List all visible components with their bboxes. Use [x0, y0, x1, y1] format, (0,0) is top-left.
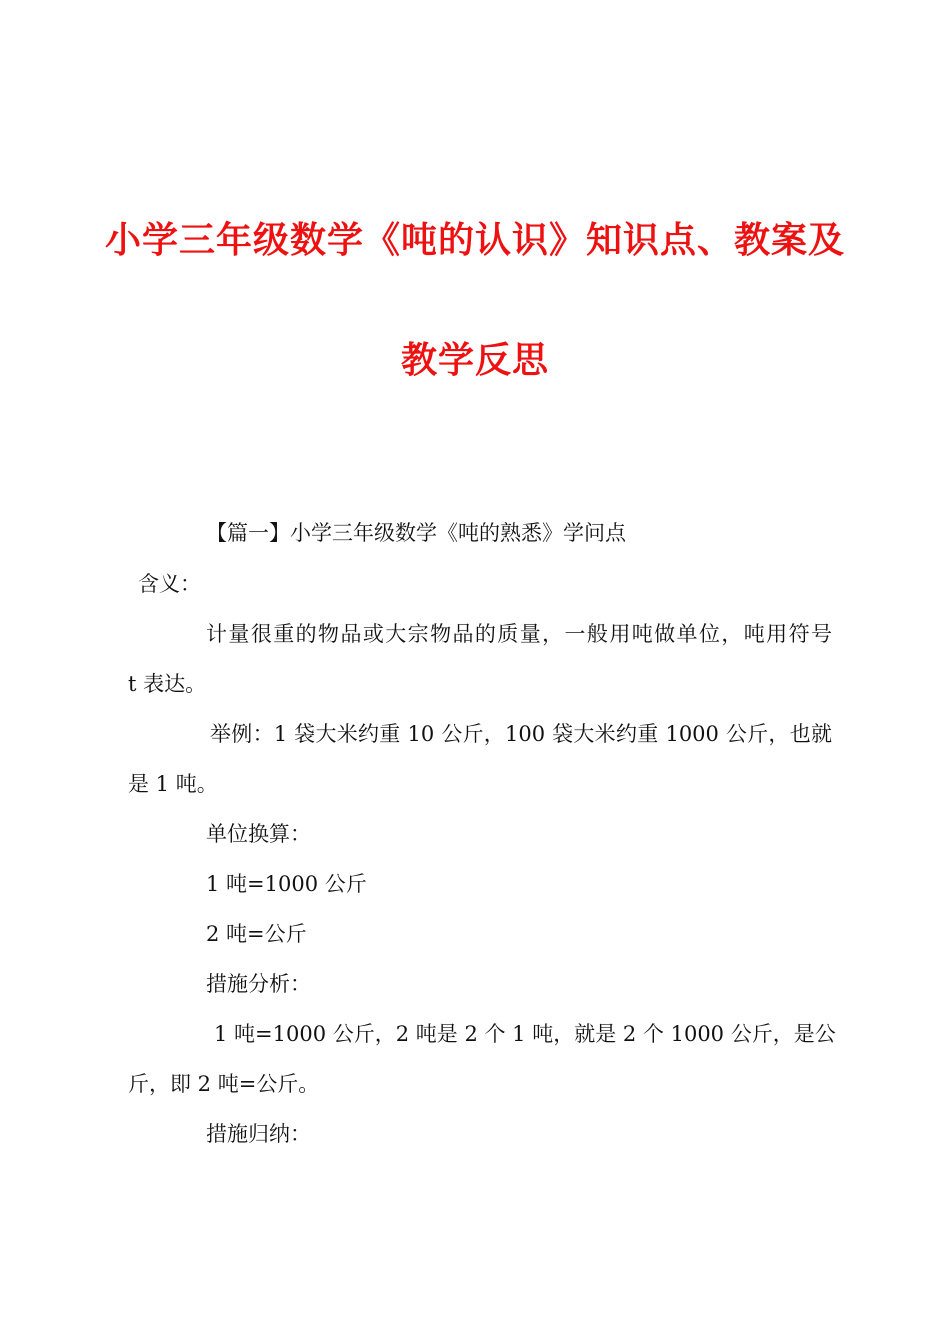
- conversion-label: 单位换算：: [206, 822, 311, 846]
- analysis-label: 措施分析：: [206, 972, 311, 996]
- analysis-paragraph: [128, 1021, 836, 1097]
- analysis-line-1: 1 吨=1000 公斤，2 吨是 2 个 1 吨，就是 2 个 1000 公斤，是公: [214, 1022, 836, 1046]
- conversion-line-1: 1 吨=1000 公斤: [206, 872, 367, 896]
- meaning-label: 含义：: [138, 572, 201, 596]
- example-line-1: 举例：1 袋大米约重 10 公斤，100 袋大米约重 1000 公斤，也就: [210, 722, 832, 746]
- definition-line-1: 计量很重的物品或大宗物品的质量，一般用吨做单位，吨用符号: [206, 622, 832, 646]
- definition-paragraph: [128, 621, 832, 697]
- example-line-2: 是 1 吨。: [128, 772, 218, 796]
- conversion-line-2: 2 吨=公斤: [206, 922, 307, 946]
- analysis-line-2: 斤，即 2 吨=公斤。: [128, 1072, 320, 1096]
- document-title-line-2: 教学反思: [400, 340, 549, 381]
- section-heading: 【篇一】小学三年级数学《吨的熟悉》学问点: [206, 521, 626, 545]
- definition-line-2: t 表达。: [128, 672, 207, 696]
- document-title-line-1: 小学三年级数学《吨的认识》知识点、教案及: [104, 220, 845, 261]
- example-paragraph: [128, 721, 832, 797]
- summary-label: 措施归纳：: [206, 1122, 311, 1146]
